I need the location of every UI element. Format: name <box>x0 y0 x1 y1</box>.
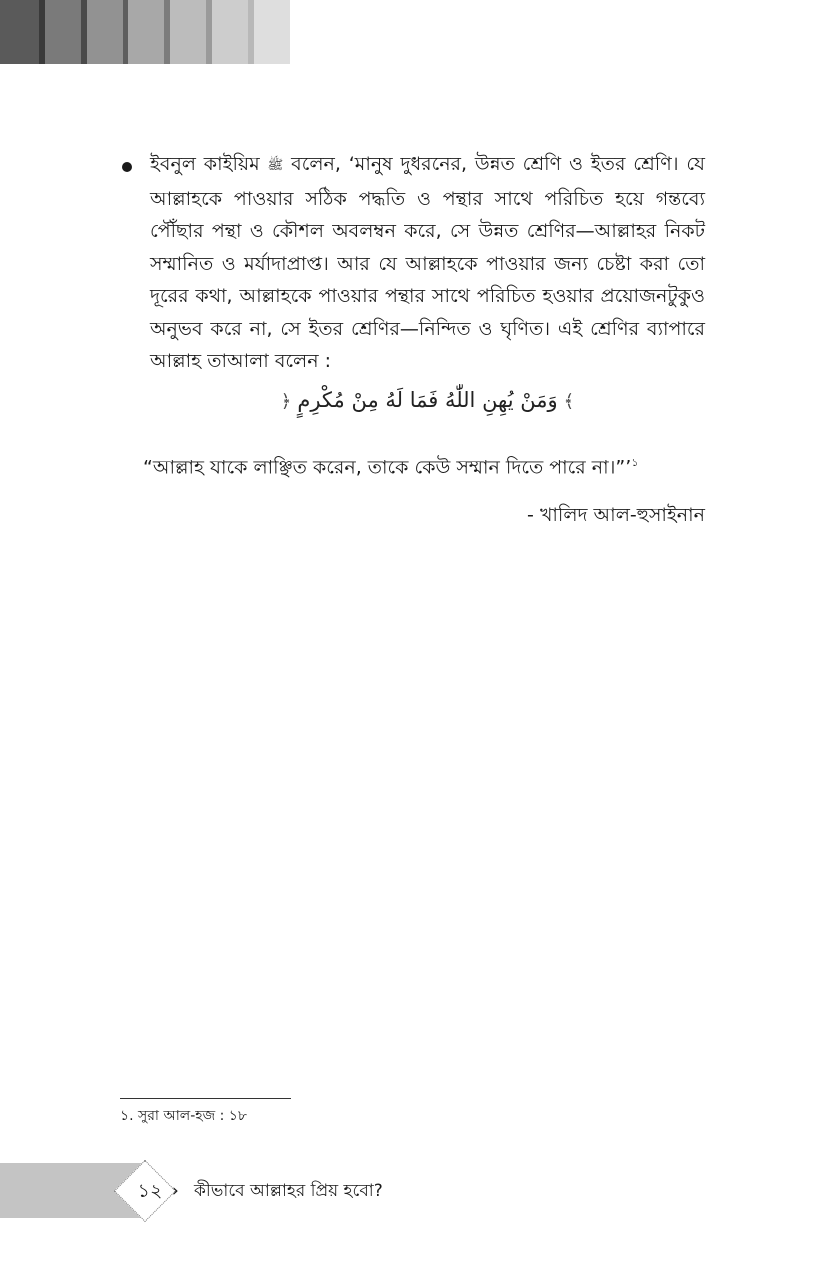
footnote-text: ১. সুরা আল-হজ : ১৮ <box>120 1108 247 1124</box>
strip-block <box>254 0 290 64</box>
footnote-divider <box>120 1098 291 1099</box>
ornate-bracket-open: ﴾ <box>563 391 575 412</box>
running-book-title: কীভাবে আল্লাহর প্রিয় হবো? <box>194 1181 383 1201</box>
page-number: ১২ <box>137 1180 163 1202</box>
quote-paragraph <box>150 148 705 378</box>
paragraph-part1: ইবনুল কাইয়িম <box>150 153 268 175</box>
header-gradient-strip <box>0 0 290 64</box>
strip-block <box>170 0 206 64</box>
strip-block <box>0 0 39 64</box>
strip-block <box>87 0 123 64</box>
strip-block <box>128 0 164 64</box>
chevron-right-icon: › <box>172 1181 179 1201</box>
main-content <box>150 148 705 378</box>
translation-text: “আল্লাহ যাকে লাঞ্ছিত করেন, তাকে কেউ সম্মান দিতে পারে না।”’ <box>143 456 632 479</box>
arabic-verse-block <box>150 388 705 412</box>
bullet-point <box>122 162 132 172</box>
ornate-bracket-close: ﴿ <box>280 391 292 412</box>
paragraph-part2: বলেন, ‘মানুষ দুধরনের, উন্নত শ্রেণি ও ইতর শ্রেণি। যে আল্লাহকে পাওয়ার সঠিক পদ্ধতি ও পন্থার সাথে পরিচিত হয়ে গন্তব্যে পৌঁছার পন্থা ও কৌশল অবলম্বন করে, সে উন্নত শ্রেণির—আল্লাহর নিকট সম্মানিত ও মর্যাদাপ্রাপ্ত। আর যে আল্লাহকে পাওয়ার জন্য চেষ্টা করা তো দূরের কথা, আল্লাহকে পাওয়ার পন্থার সাথে পরিচিত হওয়ার প্রয়োজনটুকুও অনুভব করে না, সে ইতর শ্রেণির—নিন্দিত ও ঘৃণিত। এই শ্রেণির ব্যাপারে আল্লাহ তাআলা বলেন : <box>150 153 705 372</box>
strip-block <box>45 0 81 64</box>
arabic-verse: وَمَنْ يُهِنِ اللّٰهُ فَمَا لَهُ مِنْ مُكْرِمٍ <box>297 388 558 412</box>
author-signature: - খালিদ আল-হুসাইনান <box>527 504 705 526</box>
strip-block <box>212 0 248 64</box>
honorific-symbol: ﷺ <box>267 158 284 173</box>
verse-translation <box>143 448 713 482</box>
footnote-marker: ১ <box>631 456 639 469</box>
